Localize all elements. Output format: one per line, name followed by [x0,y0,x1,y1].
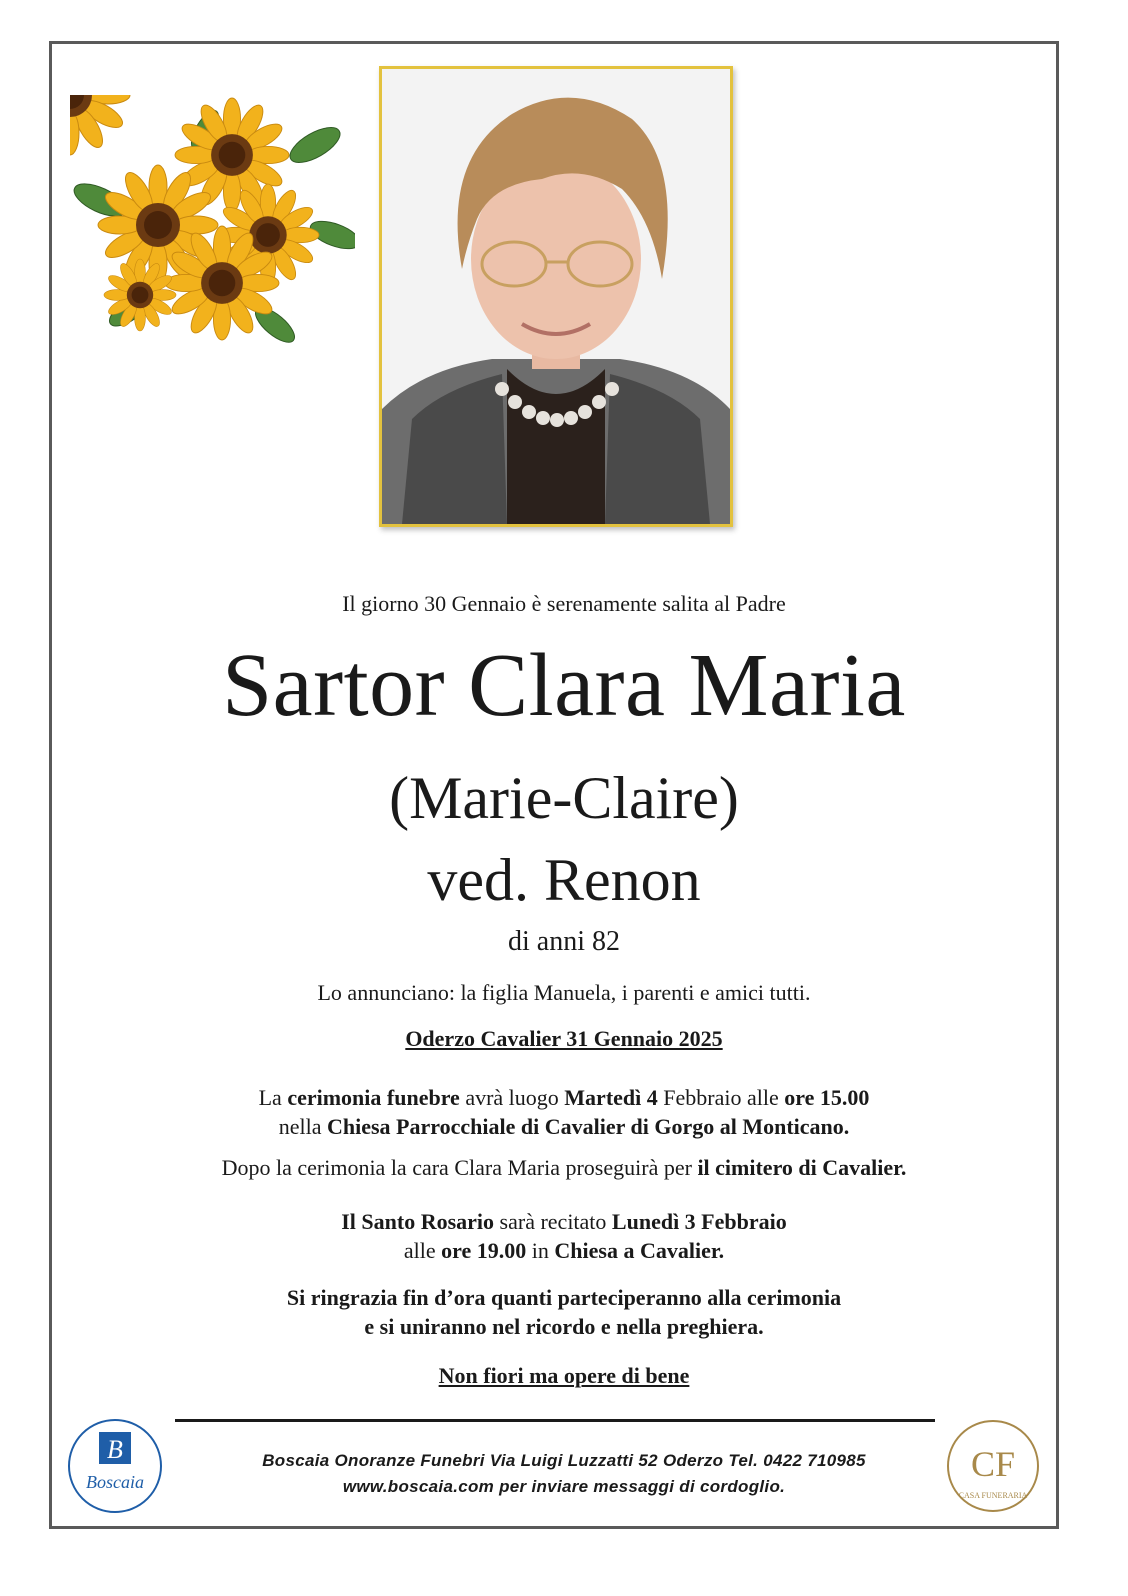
ceremony-line-1: La cerimonia funebre avrà luogo Martedì 4 Febbraio alle ore 15.00 [258,1085,870,1110]
portrait-photo-icon [382,69,730,524]
place-date: Oderzo Cavalier 31 Gennaio 2025 [405,1026,723,1051]
thanks-line-1: Si ringrazia fin d’ora quanti parteciperanno alla cerimonia [286,1285,842,1310]
footer-website: www.boscaia.com per inviare messaggi di cordoglio. [342,1477,786,1496]
age: di anni 82 [508,926,620,957]
deceased-alias: (Marie-Claire) [389,765,739,831]
deceased-name: Sartor Clara Maria [222,636,906,735]
no-flowers-note: Non fiori ma opere di bene [438,1363,690,1388]
rosary-line-2: alle ore 19.00 in Chiesa a Cavalier. [403,1238,725,1263]
footer-address: Boscaia Onoranze Funebri Via Luigi Luzzatti 52 Oderzo Tel. 0422 710985 [262,1451,866,1470]
rosary-line-1: Il Santo Rosario sarà recitato Lunedì 3 Febbraio [341,1209,787,1234]
boscaia-logo-mark: B [107,1435,123,1464]
boscaia-logo-text: Boscaia [86,1472,144,1492]
sunflower-bouquet-icon [70,95,355,355]
portrait-photo [379,66,733,527]
ceremony-line-2: nella Chiesa Parrocchiale di Cavalier di Gorgo al Monticano. [278,1114,850,1139]
widow-of: ved. Renon [427,847,701,913]
intro-line: Il giorno 30 Gennaio è serenamente salita al Padre [342,591,786,616]
casa-funeraria-logo-mark: CF [970,1444,1016,1484]
thanks-line-2: e si uniranno nel ricordo e nella preghiera. [364,1314,764,1339]
divider [175,1419,935,1422]
announcers: Lo annunciano: la figlia Manuela, i parenti e amici tutti. [317,980,811,1005]
casa-funeraria-logo-icon [945,1418,1041,1516]
casa-funeraria-logo-text: CASA FUNERARIA [958,1491,1028,1500]
after-ceremony: Dopo la cerimonia la cara Clara Maria proseguirà per il cimitero di Cavalier. [221,1155,907,1180]
